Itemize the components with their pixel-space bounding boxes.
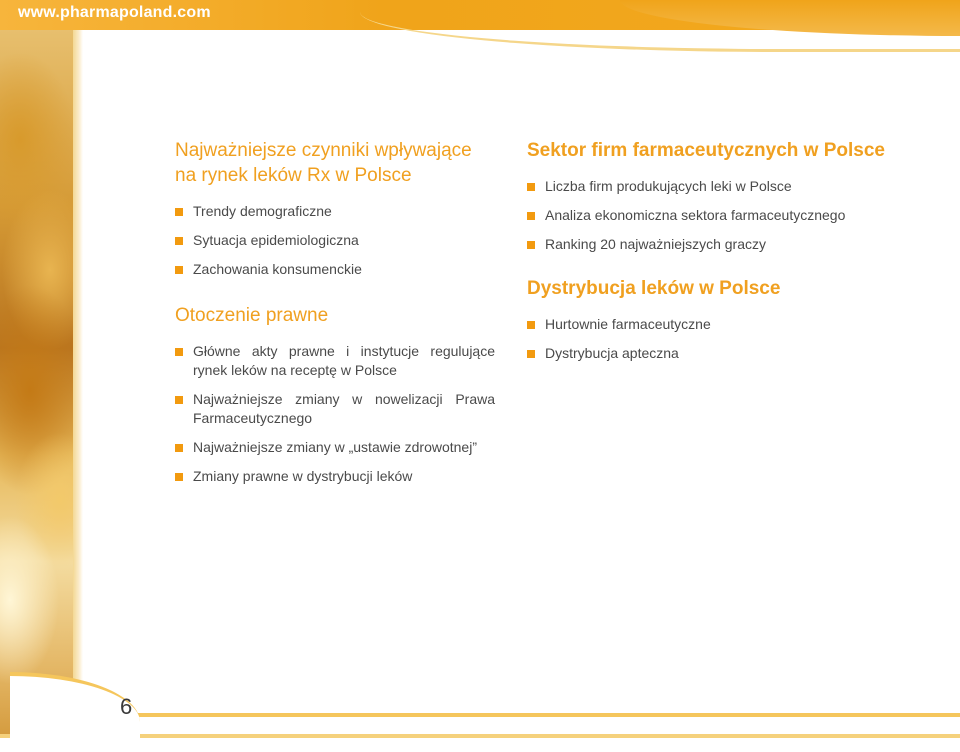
square-bullet-icon bbox=[527, 350, 535, 358]
list-item bbox=[175, 467, 495, 486]
list-item bbox=[175, 438, 495, 457]
square-bullet-icon bbox=[527, 321, 535, 329]
list-item-text: Najważniejsze zmiany w nowelizacji Prawa Farmaceutycznego bbox=[193, 391, 495, 426]
list-item-text: Analiza ekonomiczna sektora farmaceutycznego bbox=[545, 207, 846, 223]
square-bullet-icon bbox=[175, 237, 183, 245]
list-item bbox=[175, 202, 495, 221]
section-heading-pharma-sector: Sektor firm farmaceutycznych w Polsce bbox=[527, 140, 885, 161]
list-item-text: Główne akty prawne i instytucje regulujące rynek leków na receptę w Polsce bbox=[193, 343, 495, 378]
list-item-text: Najważniejsze zmiany w „ustawie zdrowotnej” bbox=[193, 439, 477, 455]
list-item-text: Trendy demograficzne bbox=[193, 203, 332, 219]
list-item bbox=[527, 235, 907, 254]
list-item bbox=[175, 342, 495, 380]
list-item-text: Zachowania konsumenckie bbox=[193, 261, 362, 277]
square-bullet-icon bbox=[527, 241, 535, 249]
drug-distribution-list bbox=[527, 315, 907, 363]
decorative-photo-strip bbox=[0, 30, 73, 738]
list-item-text: Ranking 20 najważniejszych graczy bbox=[545, 236, 766, 252]
square-bullet-icon bbox=[175, 444, 183, 452]
square-bullet-icon bbox=[175, 473, 183, 481]
left-column bbox=[175, 138, 495, 510]
square-bullet-icon bbox=[527, 183, 535, 191]
page-number: 6 bbox=[120, 694, 133, 719]
square-bullet-icon bbox=[175, 348, 183, 356]
list-item-text: Dystrybucja apteczna bbox=[545, 345, 679, 361]
list-item bbox=[175, 390, 495, 428]
section-heading-drug-distribution: Dystrybucja leków w Polsce bbox=[527, 278, 781, 299]
list-item-text: Hurtownie farmaceutyczne bbox=[545, 316, 711, 332]
footer-rule bbox=[72, 713, 960, 717]
square-bullet-icon bbox=[527, 212, 535, 220]
footer-rule-bottom bbox=[0, 734, 960, 738]
square-bullet-icon bbox=[175, 266, 183, 274]
square-bullet-icon bbox=[175, 208, 183, 216]
list-item bbox=[175, 231, 495, 250]
website-url-link[interactable]: www.pharmapoland.com bbox=[18, 4, 211, 21]
list-item bbox=[527, 206, 907, 225]
list-item-text: Liczba firm produkujących leki w Polsce bbox=[545, 178, 792, 194]
decorative-strip-edge bbox=[73, 30, 83, 680]
section-heading-rx-market-factors: Najważniejsze czynniki wpływające na rynek leków Rx w Polsce bbox=[175, 140, 472, 186]
list-item bbox=[527, 315, 907, 334]
header-curve-line bbox=[360, 0, 960, 52]
section-heading-legal-environment: Otoczenie prawne bbox=[175, 305, 329, 326]
pharma-sector-list bbox=[527, 177, 907, 254]
legal-environment-list bbox=[175, 342, 495, 486]
rx-market-factors-list bbox=[175, 202, 495, 279]
list-item-text: Sytuacja epidemiologiczna bbox=[193, 232, 359, 248]
list-item-text: Zmiany prawne w dystrybucji leków bbox=[193, 468, 413, 484]
right-column bbox=[527, 138, 907, 387]
list-item bbox=[527, 177, 907, 196]
list-item bbox=[527, 344, 907, 363]
list-item bbox=[175, 260, 495, 279]
square-bullet-icon bbox=[175, 396, 183, 404]
